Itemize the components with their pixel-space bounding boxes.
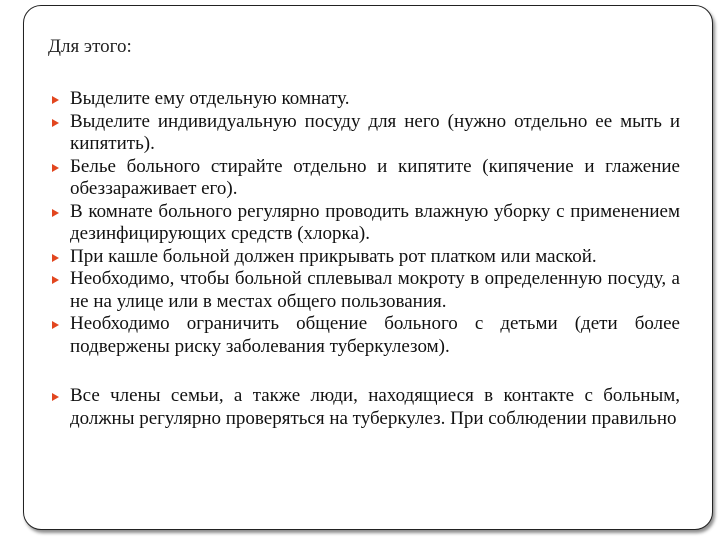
bullet-list <box>52 88 680 430</box>
list-item <box>52 88 680 111</box>
list-item-text: Выделите индивидуальную посуду для него (нужно отдельно ее мыть и кипятить). <box>70 110 680 154</box>
list-item <box>52 201 680 246</box>
list-item-text: Необходимо ограничить общение больного с детьми (дети более подвержены риску заболевания туберкулезом). <box>70 313 680 357</box>
bullet-arrow-icon <box>52 164 59 172</box>
list-item-text: Все члены семьи, а также люди, находящиеся в контакте с больным, должны регулярно проверяться на туберкулез. При соблюдении правильно <box>70 385 680 429</box>
list-item-text: Необходимо, чтобы больной сплевывал мокроту в определенную посуду, а не на улице или в местах общего пользования. <box>70 268 680 312</box>
list-item <box>52 385 680 430</box>
bullet-arrow-icon <box>52 393 59 401</box>
bullet-arrow-icon <box>52 119 59 127</box>
bullet-arrow-icon <box>52 321 59 329</box>
list-item <box>52 313 680 358</box>
list-item-text: Выделите ему отдельную комнату. <box>70 88 350 109</box>
slide-heading: Для этого: <box>48 36 132 57</box>
list-item <box>52 156 680 201</box>
list-item-text: При кашле больной должен прикрывать рот платком или маской. <box>70 245 597 267</box>
bullet-arrow-icon <box>52 276 59 284</box>
list-item <box>52 246 680 269</box>
list-item <box>52 111 680 156</box>
bullet-arrow-icon <box>52 209 59 217</box>
bullet-arrow-icon <box>52 96 59 104</box>
list-item <box>52 268 680 313</box>
list-item-text: Белье больного стирайте отдельно и кипятите (кипячение и глажение обеззараживает его). <box>70 155 680 199</box>
list-item-text: В комнате больного регулярно проводить влажную уборку с применением дезинфицирующих средств (хлорка). <box>70 200 680 244</box>
bullet-arrow-icon <box>52 254 59 262</box>
